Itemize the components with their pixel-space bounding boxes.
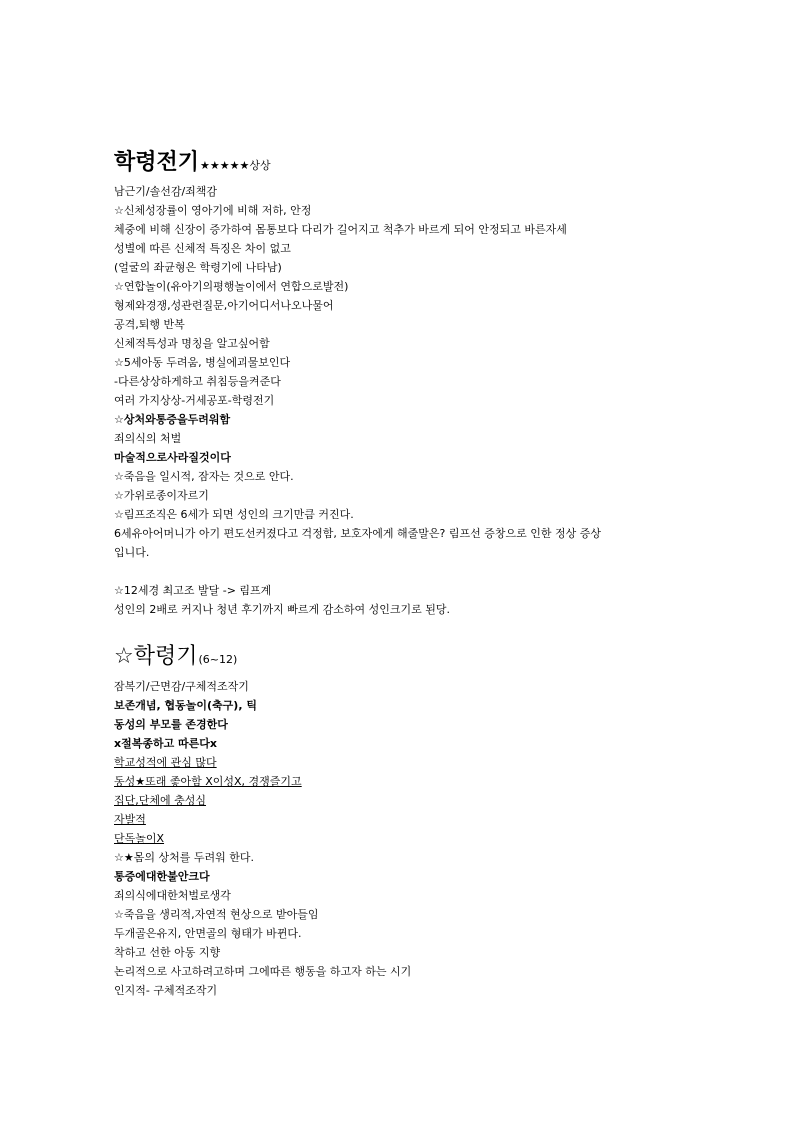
text-line: ☆림프조직은 6세가 되면 성인의 크기만큼 커진다.	[114, 508, 354, 521]
heading-title: ☆학령기	[114, 644, 198, 669]
text-line: ☆신체성장률이 영아기에 비해 저하, 안정	[114, 204, 312, 217]
text-line: 동성의 부모를 존경한다	[114, 718, 228, 731]
heading-suffix: ★★★★★상상	[200, 159, 271, 172]
text-line: 논리적으로 사고하려고하며 그에따른 행동을 하고자 하는 시기	[114, 965, 412, 978]
text-line: (얼굴의 좌균형은 학령기에 나타남)	[114, 261, 282, 274]
text-line: 성별에 따른 신체적 특징은 차이 없고	[114, 242, 291, 255]
text-line: 보존개념, 협동놀이(축구), 틱	[114, 699, 257, 712]
text-line: 체중에 비해 신장이 증가하여 몸통보다 다리가 길어지고 척추가 바르게 되어 안정되고 바른자세	[114, 223, 567, 236]
heading-title: 학령전기	[114, 150, 200, 175]
text-line: 입니다.	[114, 546, 150, 559]
section-heading-preschool	[114, 150, 271, 179]
text-line: 단독놀이X	[114, 832, 165, 845]
text-line: ☆12세경 최고조 발달 -> 림프계	[114, 584, 272, 597]
text-line: x절복종하고 따른다x	[114, 737, 218, 750]
text-line: 통증에대한불안크다	[114, 870, 210, 883]
text-line: 잠복기/근면감/구체적조작기	[114, 680, 249, 693]
text-line: -다른상상하게하고 취침등을켜준다	[114, 375, 281, 388]
text-line: 집단,단체에 충성심	[114, 794, 207, 807]
text-line: 신체적특성과 명칭을 알고싶어함	[114, 337, 270, 350]
text-line: 남근기/솔선감/죄책감	[114, 185, 218, 198]
text-line: ☆5세아동 두려움, 병실에괴물보인다	[114, 356, 291, 369]
text-line: 학교성적에 관심 많다	[114, 756, 217, 769]
text-line: 동성★또래 좋아함 X이성X, 경쟁즐기고	[114, 775, 302, 788]
text-line: 형제와경쟁,성관련질문,아기어디서나오나물어	[114, 299, 334, 312]
text-line: 착하고 선한 아동 지향	[114, 946, 221, 959]
text-line: ☆가위로종이자르기	[114, 489, 209, 502]
text-line: 공격,퇴행 반복	[114, 318, 185, 331]
text-line: ☆상처와통증을두려워함	[114, 413, 231, 426]
text-line: 자발적	[114, 813, 146, 826]
heading-suffix: (6~12)	[198, 653, 238, 666]
text-line: 죄의식에대한처벌로생각	[114, 889, 231, 902]
text-line: 두개골은유지, 안면골의 형태가 바뀐다.	[114, 927, 302, 940]
text-line: ☆죽음을 생리적,자연적 현상으로 받아들임	[114, 908, 319, 921]
text-line: 성인의 2배로 커지나 청년 후기까지 빠르게 감소하여 성인크기로 된당.	[114, 603, 450, 616]
text-line: ☆죽음을 일시적, 잠자는 것으로 안다.	[114, 470, 294, 483]
text-line: 여러 가지상상-거세공포-학령전기	[114, 394, 275, 407]
text-line: 죄의식의 처벌	[114, 432, 182, 445]
text-line: 인지적- 구체적조작기	[114, 984, 218, 997]
text-line: 6세유아어머니가 아기 편도선커졌다고 걱정함, 보호자에게 해줄말은? 림프선 증창으로 인한 정상 증상	[114, 527, 601, 540]
text-line: ☆★몸의 상처를 두려워 한다.	[114, 851, 254, 864]
text-line: ☆연합놀이(유아기의평행놀이에서 연합으로발전)	[114, 280, 349, 293]
section-heading-school-age	[114, 644, 237, 673]
text-line: 마술적으로사라질것이다	[114, 451, 231, 464]
